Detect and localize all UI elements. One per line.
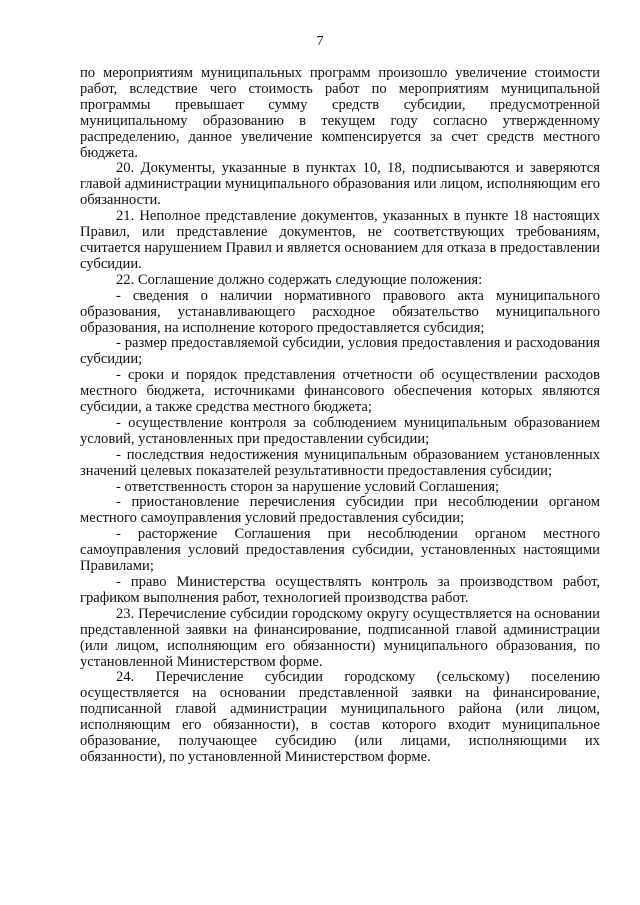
paragraph-22: 22. Соглашение должно содержать следующие положения: [116, 271, 483, 288]
list-item-control: - осуществление контроля за соблюдением муниципальным образованием условий, установленных при предоставлении субсидии; [80, 414, 600, 447]
paragraph-23: 23. Перечисление субсидии городскому округу осуществляется на основании представленной заявки на финансирование, подписанной главой администрации (или лицом, исполняющим его обязанности) муниципального образования, по установленной Министерством форме. [80, 605, 600, 670]
page-number: 7 [316, 34, 324, 49]
paragraph-24: 24. Перечисление субсидии городскому (сельскому) поселению осуществляется на основании представленной заявки на финансирование, подписанной главой администрации муниципального района (или лицом, исполняющим его обязанности), в состав которого входит муниципальное образование, получающее субсидию (или лицами, исполняющими их обязанности), по установленной Министерством форме. [80, 669, 600, 765]
paragraph-21: 21. Неполное представление документов, указанных в пункте 18 настоящих Правил, или представление документов, не соответствующих требованиям, считается нарушением Правил и является основанием для отказа в предоставлении субсидии. [80, 208, 600, 272]
list-item-suspension: - приостановление перечисления субсидии при несоблюдении органом местного самоуправления условий предоставления субсидии; [80, 494, 600, 527]
list-item-responsibility: - ответственность сторон за нарушение условий Соглашения; [116, 478, 500, 495]
list-item-termination: - расторжение Соглашения при несоблюдении органом местного самоуправления условий предоставления субсидии, установленных настоящими Правилами; [80, 526, 600, 575]
list-item-normative-act: - сведения о наличии нормативного правового акта муниципального образования, устанавливающего расходное обязательство муниципального образования, на исполнение которого предоставляется субсидия; [80, 287, 600, 336]
document-body [80, 66, 600, 766]
list-item-reporting: - сроки и порядок представления отчетности об осуществлении расходов местного бюджета, источниками финансового обеспечения которых являются субсидии, а также средства местного бюджета; [80, 367, 600, 416]
list-item-ministry-control: - право Министерства осуществлять контроль за производством работ, графиком выполнения работ, технологией производства работ. [80, 574, 600, 606]
list-item-subsidy-amount: - размер предоставляемой субсидии, условия предоставления и расходования субсидии; [80, 335, 600, 368]
list-item-consequences: - последствия недостижения муниципальным образованием установленных значений целевых показателей результативности предоставления субсидии; [80, 446, 600, 479]
paragraph-continuation: по мероприятиям муниципальных программ произошло увеличение стоимости работ, вследствие чего стоимость работ по мероприятиям муниципальной программы превышает сумму средств субсидии, предусмотренной муниципальному образованию в текущем году согласно утвержденному распределению, данное увеличение компенсируется за счет средств местного бюджета. [80, 65, 600, 161]
paragraph-20: 20. Документы, указанные в пунктах 10, 18, подписываются и заверяются главой администрации муниципального образования или лицом, исполняющим его обязанности. [80, 160, 600, 209]
